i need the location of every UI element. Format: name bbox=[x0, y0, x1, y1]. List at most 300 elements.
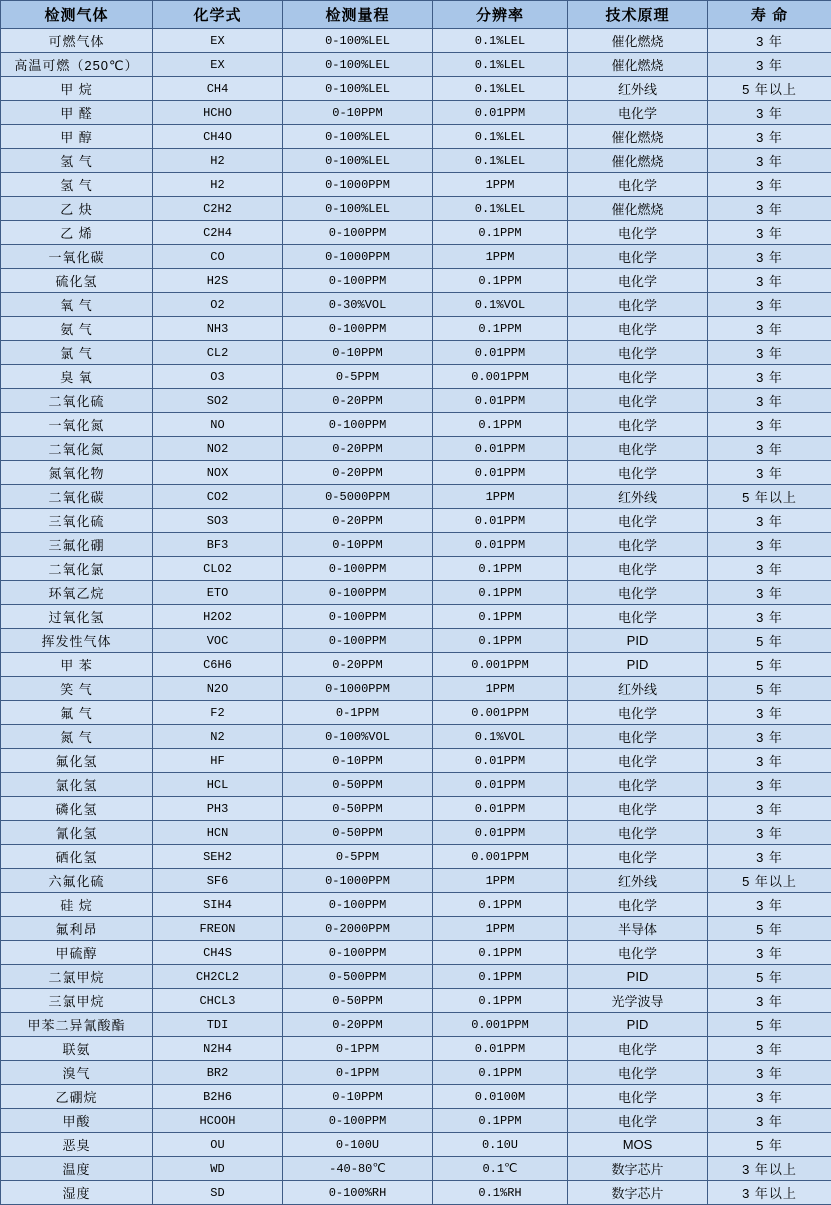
cell-principle: 催化燃烧 bbox=[568, 197, 708, 221]
table-row bbox=[1, 77, 831, 101]
table-row bbox=[1, 917, 831, 941]
table-row bbox=[1, 605, 831, 629]
cell-lifespan: 5 年 bbox=[708, 917, 831, 941]
cell-gas: 可燃气体 bbox=[1, 29, 153, 53]
cell-resolution: 0.01PPM bbox=[433, 341, 568, 365]
cell-principle: 红外线 bbox=[568, 77, 708, 101]
table-row bbox=[1, 173, 831, 197]
cell-lifespan: 5 年以上 bbox=[708, 77, 831, 101]
cell-range: 0-50PPM bbox=[283, 773, 433, 797]
cell-gas: 甲 醇 bbox=[1, 125, 153, 149]
cell-resolution: 0.1PPM bbox=[433, 1109, 568, 1133]
cell-lifespan: 3 年 bbox=[708, 293, 831, 317]
cell-principle: 电化学 bbox=[568, 773, 708, 797]
cell-formula: NH3 bbox=[153, 317, 283, 341]
table-row bbox=[1, 701, 831, 725]
cell-lifespan: 5 年 bbox=[708, 1133, 831, 1157]
cell-formula: CO bbox=[153, 245, 283, 269]
cell-gas: 恶臭 bbox=[1, 1133, 153, 1157]
cell-resolution: 0.1PPM bbox=[433, 581, 568, 605]
cell-formula: EX bbox=[153, 29, 283, 53]
cell-range: 0-20PPM bbox=[283, 389, 433, 413]
cell-range: 0-100PPM bbox=[283, 413, 433, 437]
cell-gas: 甲 苯 bbox=[1, 653, 153, 677]
cell-formula: CH4S bbox=[153, 941, 283, 965]
cell-lifespan: 5 年以上 bbox=[708, 485, 831, 509]
cell-lifespan: 3 年 bbox=[708, 941, 831, 965]
cell-gas: 环氧乙烷 bbox=[1, 581, 153, 605]
cell-resolution: 0.01PPM bbox=[433, 437, 568, 461]
cell-gas: 氟化氢 bbox=[1, 749, 153, 773]
cell-gas: 乙 烯 bbox=[1, 221, 153, 245]
column-header-range: 检测量程 bbox=[283, 1, 433, 29]
table-row bbox=[1, 293, 831, 317]
cell-formula: H2S bbox=[153, 269, 283, 293]
cell-principle: 电化学 bbox=[568, 1109, 708, 1133]
cell-range: 0-100PPM bbox=[283, 941, 433, 965]
cell-gas: 氢 气 bbox=[1, 173, 153, 197]
cell-principle: 催化燃烧 bbox=[568, 149, 708, 173]
cell-lifespan: 3 年 bbox=[708, 197, 831, 221]
cell-range: 0-20PPM bbox=[283, 1013, 433, 1037]
cell-range: 0-100%LEL bbox=[283, 77, 433, 101]
cell-resolution: 0.1PPM bbox=[433, 605, 568, 629]
cell-range: 0-30%VOL bbox=[283, 293, 433, 317]
cell-lifespan: 3 年 bbox=[708, 221, 831, 245]
cell-resolution: 0.01PPM bbox=[433, 773, 568, 797]
cell-principle: PID bbox=[568, 965, 708, 989]
cell-formula: NOX bbox=[153, 461, 283, 485]
table-header bbox=[1, 1, 831, 29]
cell-formula: SO2 bbox=[153, 389, 283, 413]
cell-formula: H2O2 bbox=[153, 605, 283, 629]
cell-resolution: 0.10U bbox=[433, 1133, 568, 1157]
cell-lifespan: 3 年 bbox=[708, 725, 831, 749]
cell-formula: BF3 bbox=[153, 533, 283, 557]
cell-principle: 红外线 bbox=[568, 485, 708, 509]
cell-resolution: 0.1PPM bbox=[433, 317, 568, 341]
cell-formula: VOC bbox=[153, 629, 283, 653]
cell-lifespan: 3 年 bbox=[708, 29, 831, 53]
cell-lifespan: 3 年 bbox=[708, 461, 831, 485]
table-row bbox=[1, 1037, 831, 1061]
cell-principle: 红外线 bbox=[568, 677, 708, 701]
cell-lifespan: 3 年 bbox=[708, 1061, 831, 1085]
cell-principle: 电化学 bbox=[568, 245, 708, 269]
table-row bbox=[1, 461, 831, 485]
cell-range: 0-100%LEL bbox=[283, 125, 433, 149]
table-row bbox=[1, 869, 831, 893]
table-row bbox=[1, 1133, 831, 1157]
cell-formula: HCN bbox=[153, 821, 283, 845]
cell-resolution: 0.1%LEL bbox=[433, 53, 568, 77]
cell-range: 0-10PPM bbox=[283, 749, 433, 773]
cell-principle: 电化学 bbox=[568, 581, 708, 605]
cell-gas: 甲 醛 bbox=[1, 101, 153, 125]
table-row bbox=[1, 725, 831, 749]
cell-range: 0-100PPM bbox=[283, 317, 433, 341]
cell-formula: CH2CL2 bbox=[153, 965, 283, 989]
cell-resolution: 0.01PPM bbox=[433, 797, 568, 821]
table-row bbox=[1, 893, 831, 917]
cell-resolution: 0.01PPM bbox=[433, 749, 568, 773]
cell-range: 0-100PPM bbox=[283, 221, 433, 245]
cell-lifespan: 3 年 bbox=[708, 893, 831, 917]
cell-principle: 电化学 bbox=[568, 725, 708, 749]
cell-gas: 硒化氢 bbox=[1, 845, 153, 869]
table-row bbox=[1, 149, 831, 173]
table-row bbox=[1, 1061, 831, 1085]
cell-resolution: 0.1PPM bbox=[433, 557, 568, 581]
cell-resolution: 0.001PPM bbox=[433, 365, 568, 389]
cell-gas: 甲 烷 bbox=[1, 77, 153, 101]
cell-principle: 电化学 bbox=[568, 941, 708, 965]
cell-principle: 电化学 bbox=[568, 389, 708, 413]
table-body bbox=[1, 29, 831, 1205]
cell-lifespan: 3 年 bbox=[708, 605, 831, 629]
cell-resolution: 0.1℃ bbox=[433, 1157, 568, 1181]
cell-principle: 电化学 bbox=[568, 605, 708, 629]
cell-range: 0-100U bbox=[283, 1133, 433, 1157]
cell-range: -40-80℃ bbox=[283, 1157, 433, 1181]
cell-range: 0-1000PPM bbox=[283, 173, 433, 197]
cell-gas: 氯化氢 bbox=[1, 773, 153, 797]
cell-principle: 电化学 bbox=[568, 437, 708, 461]
cell-range: 0-20PPM bbox=[283, 653, 433, 677]
table-row bbox=[1, 533, 831, 557]
table-row bbox=[1, 365, 831, 389]
cell-range: 0-5PPM bbox=[283, 845, 433, 869]
table-row bbox=[1, 389, 831, 413]
column-header-principle: 技术原理 bbox=[568, 1, 708, 29]
cell-formula: CHCL3 bbox=[153, 989, 283, 1013]
cell-lifespan: 3 年 bbox=[708, 749, 831, 773]
cell-principle: 电化学 bbox=[568, 509, 708, 533]
cell-range: 0-100%VOL bbox=[283, 725, 433, 749]
cell-resolution: 0.01PPM bbox=[433, 389, 568, 413]
cell-range: 0-10PPM bbox=[283, 533, 433, 557]
cell-formula: H2 bbox=[153, 149, 283, 173]
cell-gas: 联氨 bbox=[1, 1037, 153, 1061]
table-row bbox=[1, 413, 831, 437]
cell-range: 0-100PPM bbox=[283, 581, 433, 605]
cell-resolution: 0.01PPM bbox=[433, 533, 568, 557]
cell-gas: 挥发性气体 bbox=[1, 629, 153, 653]
cell-range: 0-100PPM bbox=[283, 1109, 433, 1133]
cell-principle: 电化学 bbox=[568, 1037, 708, 1061]
cell-formula: B2H6 bbox=[153, 1085, 283, 1109]
cell-range: 0-50PPM bbox=[283, 821, 433, 845]
cell-lifespan: 3 年 bbox=[708, 509, 831, 533]
cell-principle: 电化学 bbox=[568, 701, 708, 725]
cell-principle: PID bbox=[568, 653, 708, 677]
table-row bbox=[1, 1085, 831, 1109]
cell-range: 0-5PPM bbox=[283, 365, 433, 389]
cell-lifespan: 5 年 bbox=[708, 629, 831, 653]
cell-formula: BR2 bbox=[153, 1061, 283, 1085]
cell-resolution: 0.1PPM bbox=[433, 221, 568, 245]
cell-formula: C2H2 bbox=[153, 197, 283, 221]
cell-lifespan: 3 年 bbox=[708, 821, 831, 845]
table-header-row bbox=[1, 1, 831, 29]
cell-principle: 电化学 bbox=[568, 173, 708, 197]
cell-lifespan: 5 年 bbox=[708, 965, 831, 989]
cell-lifespan: 5 年 bbox=[708, 1013, 831, 1037]
cell-gas: 硅 烷 bbox=[1, 893, 153, 917]
cell-gas: 二氧化氮 bbox=[1, 437, 153, 461]
cell-formula: N2 bbox=[153, 725, 283, 749]
table-row bbox=[1, 557, 831, 581]
cell-range: 0-100PPM bbox=[283, 893, 433, 917]
cell-range: 0-5000PPM bbox=[283, 485, 433, 509]
cell-formula: N2H4 bbox=[153, 1037, 283, 1061]
cell-range: 0-100PPM bbox=[283, 557, 433, 581]
cell-formula: NO bbox=[153, 413, 283, 437]
cell-resolution: 0.01PPM bbox=[433, 1037, 568, 1061]
cell-principle: MOS bbox=[568, 1133, 708, 1157]
table-row bbox=[1, 1013, 831, 1037]
cell-resolution: 1PPM bbox=[433, 173, 568, 197]
cell-lifespan: 3 年以上 bbox=[708, 1157, 831, 1181]
cell-gas: 氰化氢 bbox=[1, 821, 153, 845]
cell-principle: 电化学 bbox=[568, 1061, 708, 1085]
cell-lifespan: 3 年 bbox=[708, 845, 831, 869]
cell-gas: 温度 bbox=[1, 1157, 153, 1181]
cell-resolution: 0.1%RH bbox=[433, 1181, 568, 1205]
cell-range: 0-10PPM bbox=[283, 341, 433, 365]
table-row bbox=[1, 845, 831, 869]
table-row bbox=[1, 245, 831, 269]
cell-principle: 电化学 bbox=[568, 221, 708, 245]
cell-formula: C6H6 bbox=[153, 653, 283, 677]
cell-resolution: 1PPM bbox=[433, 677, 568, 701]
cell-formula: WD bbox=[153, 1157, 283, 1181]
cell-principle: 电化学 bbox=[568, 317, 708, 341]
cell-principle: 光学波导 bbox=[568, 989, 708, 1013]
cell-range: 0-50PPM bbox=[283, 989, 433, 1013]
cell-formula: CO2 bbox=[153, 485, 283, 509]
cell-formula: NO2 bbox=[153, 437, 283, 461]
cell-principle: 数字芯片 bbox=[568, 1157, 708, 1181]
table-row bbox=[1, 989, 831, 1013]
cell-formula: O3 bbox=[153, 365, 283, 389]
cell-resolution: 0.1%LEL bbox=[433, 77, 568, 101]
cell-gas: 氢 气 bbox=[1, 149, 153, 173]
cell-gas: 乙硼烷 bbox=[1, 1085, 153, 1109]
cell-lifespan: 5 年 bbox=[708, 653, 831, 677]
cell-formula: N2O bbox=[153, 677, 283, 701]
table-row bbox=[1, 965, 831, 989]
cell-lifespan: 3 年以上 bbox=[708, 1181, 831, 1205]
cell-principle: 电化学 bbox=[568, 557, 708, 581]
cell-gas: 一氧化碳 bbox=[1, 245, 153, 269]
table-row bbox=[1, 773, 831, 797]
cell-range: 0-100PPM bbox=[283, 269, 433, 293]
cell-principle: 电化学 bbox=[568, 1085, 708, 1109]
cell-range: 0-1000PPM bbox=[283, 677, 433, 701]
cell-gas: 三氯甲烷 bbox=[1, 989, 153, 1013]
cell-formula: HCHO bbox=[153, 101, 283, 125]
cell-gas: 高温可燃（250℃） bbox=[1, 53, 153, 77]
cell-principle: 催化燃烧 bbox=[568, 125, 708, 149]
cell-range: 0-10PPM bbox=[283, 1085, 433, 1109]
cell-resolution: 0.1PPM bbox=[433, 941, 568, 965]
table-row bbox=[1, 485, 831, 509]
cell-range: 0-1PPM bbox=[283, 1061, 433, 1085]
cell-formula: CH4 bbox=[153, 77, 283, 101]
cell-principle: 催化燃烧 bbox=[568, 29, 708, 53]
cell-gas: 氮 气 bbox=[1, 725, 153, 749]
cell-resolution: 0.1PPM bbox=[433, 1061, 568, 1085]
cell-resolution: 0.1PPM bbox=[433, 629, 568, 653]
cell-gas: 二氧化硫 bbox=[1, 389, 153, 413]
cell-range: 0-1PPM bbox=[283, 1037, 433, 1061]
cell-gas: 氧 气 bbox=[1, 293, 153, 317]
column-header-resolution: 分辨率 bbox=[433, 1, 568, 29]
cell-lifespan: 3 年 bbox=[708, 581, 831, 605]
cell-lifespan: 3 年 bbox=[708, 101, 831, 125]
cell-principle: 电化学 bbox=[568, 341, 708, 365]
cell-formula: O2 bbox=[153, 293, 283, 317]
cell-range: 0-2000PPM bbox=[283, 917, 433, 941]
cell-lifespan: 3 年 bbox=[708, 1037, 831, 1061]
column-header-gas: 检测气体 bbox=[1, 1, 153, 29]
cell-principle: 电化学 bbox=[568, 533, 708, 557]
cell-resolution: 0.1PPM bbox=[433, 965, 568, 989]
cell-formula: FREON bbox=[153, 917, 283, 941]
cell-range: 0-1000PPM bbox=[283, 245, 433, 269]
cell-lifespan: 3 年 bbox=[708, 557, 831, 581]
cell-gas: 三氧化硫 bbox=[1, 509, 153, 533]
cell-principle: PID bbox=[568, 629, 708, 653]
cell-formula: HF bbox=[153, 749, 283, 773]
table-row bbox=[1, 437, 831, 461]
table-row bbox=[1, 221, 831, 245]
cell-lifespan: 3 年 bbox=[708, 797, 831, 821]
table-row bbox=[1, 821, 831, 845]
table-row bbox=[1, 29, 831, 53]
cell-resolution: 0.0100M bbox=[433, 1085, 568, 1109]
cell-lifespan: 3 年 bbox=[708, 173, 831, 197]
cell-resolution: 0.01PPM bbox=[433, 509, 568, 533]
cell-lifespan: 3 年 bbox=[708, 1085, 831, 1109]
table-row bbox=[1, 653, 831, 677]
cell-range: 0-100%LEL bbox=[283, 149, 433, 173]
cell-resolution: 0.1PPM bbox=[433, 989, 568, 1013]
cell-formula: CLO2 bbox=[153, 557, 283, 581]
table-row bbox=[1, 1181, 831, 1205]
cell-principle: 电化学 bbox=[568, 461, 708, 485]
cell-gas: 氯 气 bbox=[1, 341, 153, 365]
cell-principle: 电化学 bbox=[568, 101, 708, 125]
cell-lifespan: 3 年 bbox=[708, 437, 831, 461]
cell-lifespan: 3 年 bbox=[708, 413, 831, 437]
cell-resolution: 0.1%LEL bbox=[433, 149, 568, 173]
cell-formula: CL2 bbox=[153, 341, 283, 365]
cell-resolution: 0.1%VOL bbox=[433, 725, 568, 749]
cell-resolution: 1PPM bbox=[433, 485, 568, 509]
cell-range: 0-1PPM bbox=[283, 701, 433, 725]
cell-formula: PH3 bbox=[153, 797, 283, 821]
cell-principle: 数字芯片 bbox=[568, 1181, 708, 1205]
cell-range: 0-10PPM bbox=[283, 101, 433, 125]
table-row bbox=[1, 749, 831, 773]
cell-range: 0-100%LEL bbox=[283, 53, 433, 77]
cell-formula: C2H4 bbox=[153, 221, 283, 245]
cell-principle: 半导体 bbox=[568, 917, 708, 941]
cell-gas: 臭 氧 bbox=[1, 365, 153, 389]
table-row bbox=[1, 341, 831, 365]
table-row bbox=[1, 53, 831, 77]
cell-principle: 电化学 bbox=[568, 797, 708, 821]
cell-range: 0-50PPM bbox=[283, 797, 433, 821]
table-row bbox=[1, 101, 831, 125]
cell-formula: SF6 bbox=[153, 869, 283, 893]
cell-principle: 电化学 bbox=[568, 365, 708, 389]
table-row bbox=[1, 797, 831, 821]
cell-range: 0-20PPM bbox=[283, 509, 433, 533]
cell-gas: 二氯甲烷 bbox=[1, 965, 153, 989]
cell-range: 0-1000PPM bbox=[283, 869, 433, 893]
cell-lifespan: 3 年 bbox=[708, 341, 831, 365]
cell-gas: 氨 气 bbox=[1, 317, 153, 341]
cell-gas: 乙 炔 bbox=[1, 197, 153, 221]
cell-gas: 甲硫醇 bbox=[1, 941, 153, 965]
cell-formula: F2 bbox=[153, 701, 283, 725]
cell-resolution: 1PPM bbox=[433, 917, 568, 941]
cell-formula: HCOOH bbox=[153, 1109, 283, 1133]
cell-lifespan: 3 年 bbox=[708, 989, 831, 1013]
cell-gas: 甲苯二异氰酸酯 bbox=[1, 1013, 153, 1037]
cell-lifespan: 5 年以上 bbox=[708, 869, 831, 893]
cell-principle: 催化燃烧 bbox=[568, 53, 708, 77]
cell-resolution: 0.1%VOL bbox=[433, 293, 568, 317]
cell-lifespan: 3 年 bbox=[708, 149, 831, 173]
cell-gas: 甲酸 bbox=[1, 1109, 153, 1133]
cell-resolution: 0.001PPM bbox=[433, 845, 568, 869]
cell-resolution: 0.1PPM bbox=[433, 893, 568, 917]
cell-principle: 电化学 bbox=[568, 821, 708, 845]
cell-lifespan: 3 年 bbox=[708, 701, 831, 725]
cell-range: 0-100%LEL bbox=[283, 197, 433, 221]
cell-gas: 二氧化氯 bbox=[1, 557, 153, 581]
cell-lifespan: 3 年 bbox=[708, 269, 831, 293]
cell-formula: H2 bbox=[153, 173, 283, 197]
cell-range: 0-100%LEL bbox=[283, 29, 433, 53]
cell-formula: SIH4 bbox=[153, 893, 283, 917]
cell-gas: 氟利昂 bbox=[1, 917, 153, 941]
cell-resolution: 0.01PPM bbox=[433, 101, 568, 125]
cell-formula: SO3 bbox=[153, 509, 283, 533]
table-row bbox=[1, 317, 831, 341]
table-row bbox=[1, 125, 831, 149]
cell-formula: CH4O bbox=[153, 125, 283, 149]
cell-gas: 溴气 bbox=[1, 1061, 153, 1085]
cell-lifespan: 3 年 bbox=[708, 125, 831, 149]
cell-gas: 磷化氢 bbox=[1, 797, 153, 821]
cell-gas: 三氟化硼 bbox=[1, 533, 153, 557]
cell-gas: 氟 气 bbox=[1, 701, 153, 725]
table-row bbox=[1, 1157, 831, 1181]
cell-formula: SD bbox=[153, 1181, 283, 1205]
cell-lifespan: 3 年 bbox=[708, 53, 831, 77]
column-header-formula: 化学式 bbox=[153, 1, 283, 29]
cell-formula: HCL bbox=[153, 773, 283, 797]
table-row bbox=[1, 629, 831, 653]
table-row bbox=[1, 269, 831, 293]
cell-resolution: 0.1PPM bbox=[433, 269, 568, 293]
cell-resolution: 0.1%LEL bbox=[433, 197, 568, 221]
